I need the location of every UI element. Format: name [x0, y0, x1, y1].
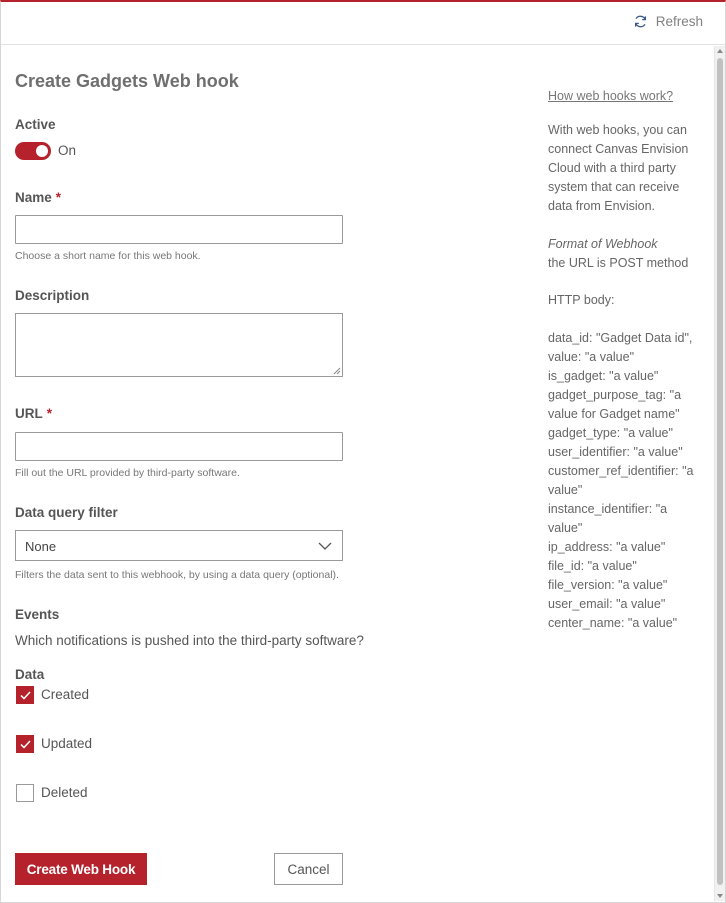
- filter-label: Data query filter: [15, 505, 118, 520]
- updated-checkbox[interactable]: [16, 735, 34, 753]
- body-line: value: "a value": [548, 350, 635, 364]
- events-question: Which notifications is pushed into the third-party software?: [15, 633, 364, 648]
- active-toggle[interactable]: [15, 142, 51, 160]
- url-label: [15, 406, 52, 421]
- body-line: file_version: "a value": [548, 578, 668, 592]
- body-line: user_identifier: "a value": [548, 445, 683, 459]
- deleted-label: Deleted: [41, 785, 88, 800]
- format-text: the URL is POST method: [548, 256, 689, 270]
- name-label-text: Name: [15, 190, 52, 205]
- body-line: gadget_purpose_tag: "a: [548, 388, 682, 402]
- url-input[interactable]: [15, 432, 343, 461]
- body-line: gadget_type: "a value": [548, 426, 673, 440]
- scroll-thumb[interactable]: [717, 58, 723, 885]
- intro-line: With web hooks, you can: [548, 123, 687, 137]
- name-label: [15, 190, 61, 205]
- refresh-label: Refresh: [655, 14, 703, 29]
- deleted-checkbox[interactable]: [16, 784, 34, 802]
- required-marker: *: [46, 406, 53, 421]
- create-web-hook-button[interactable]: Create Web Hook: [15, 853, 147, 885]
- filter-selected-value: None: [25, 539, 57, 554]
- description-label: Description: [15, 288, 90, 303]
- body-line: value": [548, 521, 583, 535]
- sidebar-intro: [548, 121, 708, 216]
- data-query-filter-select[interactable]: [15, 530, 343, 561]
- created-label: Created: [41, 687, 90, 702]
- chevron-down-icon: [318, 541, 332, 551]
- intro-line: connect Canvas Envision: [548, 142, 689, 156]
- body-line: center_name: "a value": [548, 616, 678, 630]
- updated-label: Updated: [41, 736, 93, 751]
- name-hint: Choose a short name for this web hook.: [15, 250, 201, 262]
- required-marker: *: [55, 190, 62, 205]
- page-title: Create Gadgets Web hook: [15, 71, 239, 91]
- url-hint: Fill out the URL provided by third-party software.: [15, 467, 240, 479]
- sidebar-body-lines: [548, 329, 708, 633]
- filter-hint: Filters the data sent to this webhook, by using a data query (optional).: [15, 569, 339, 581]
- check-icon: [20, 691, 31, 700]
- active-state-label: On: [58, 143, 77, 158]
- body-line: value for Gadget name": [548, 407, 680, 421]
- refresh-icon: [633, 14, 648, 29]
- name-input[interactable]: [15, 215, 343, 244]
- help-link[interactable]: How web hooks work?: [548, 89, 674, 103]
- events-label: Events: [15, 607, 60, 622]
- scroll-up-arrow-icon[interactable]: [717, 49, 723, 53]
- resize-grip-icon[interactable]: [333, 367, 341, 375]
- intro-line: system that can receive: [548, 180, 680, 194]
- sidebar-format: [548, 235, 708, 273]
- body-line: instance_identifier: "a: [548, 502, 668, 516]
- intro-line: Cloud with a third party: [548, 161, 676, 175]
- body-line: is_gadget: "a value": [548, 369, 659, 383]
- cancel-button[interactable]: Cancel: [274, 853, 343, 885]
- refresh-button[interactable]: [633, 14, 703, 29]
- description-textarea[interactable]: [15, 313, 343, 377]
- format-title: Format of Webhook: [548, 237, 658, 251]
- body-line: data_id: "Gadget Data id",: [548, 331, 693, 345]
- body-line: ip_address: "a value": [548, 540, 666, 554]
- toggle-knob: [36, 145, 48, 157]
- body-line: user_email: "a value": [548, 597, 666, 611]
- check-icon: [20, 740, 31, 749]
- sidebar-body-title: HTTP body:: [548, 293, 615, 307]
- body-line: customer_ref_identifier: "a: [548, 464, 694, 478]
- scroll-down-arrow-icon[interactable]: [717, 894, 723, 898]
- body-line: file_id: "a value": [548, 559, 637, 573]
- url-label-text: URL: [15, 406, 43, 421]
- vertical-scrollbar[interactable]: [714, 46, 725, 901]
- active-label: Active: [15, 117, 56, 132]
- created-checkbox[interactable]: [16, 686, 34, 704]
- intro-line: data from Envision.: [548, 199, 655, 213]
- data-label: Data: [15, 667, 45, 682]
- top-bar: [1, 2, 725, 45]
- body-line: value": [548, 483, 583, 497]
